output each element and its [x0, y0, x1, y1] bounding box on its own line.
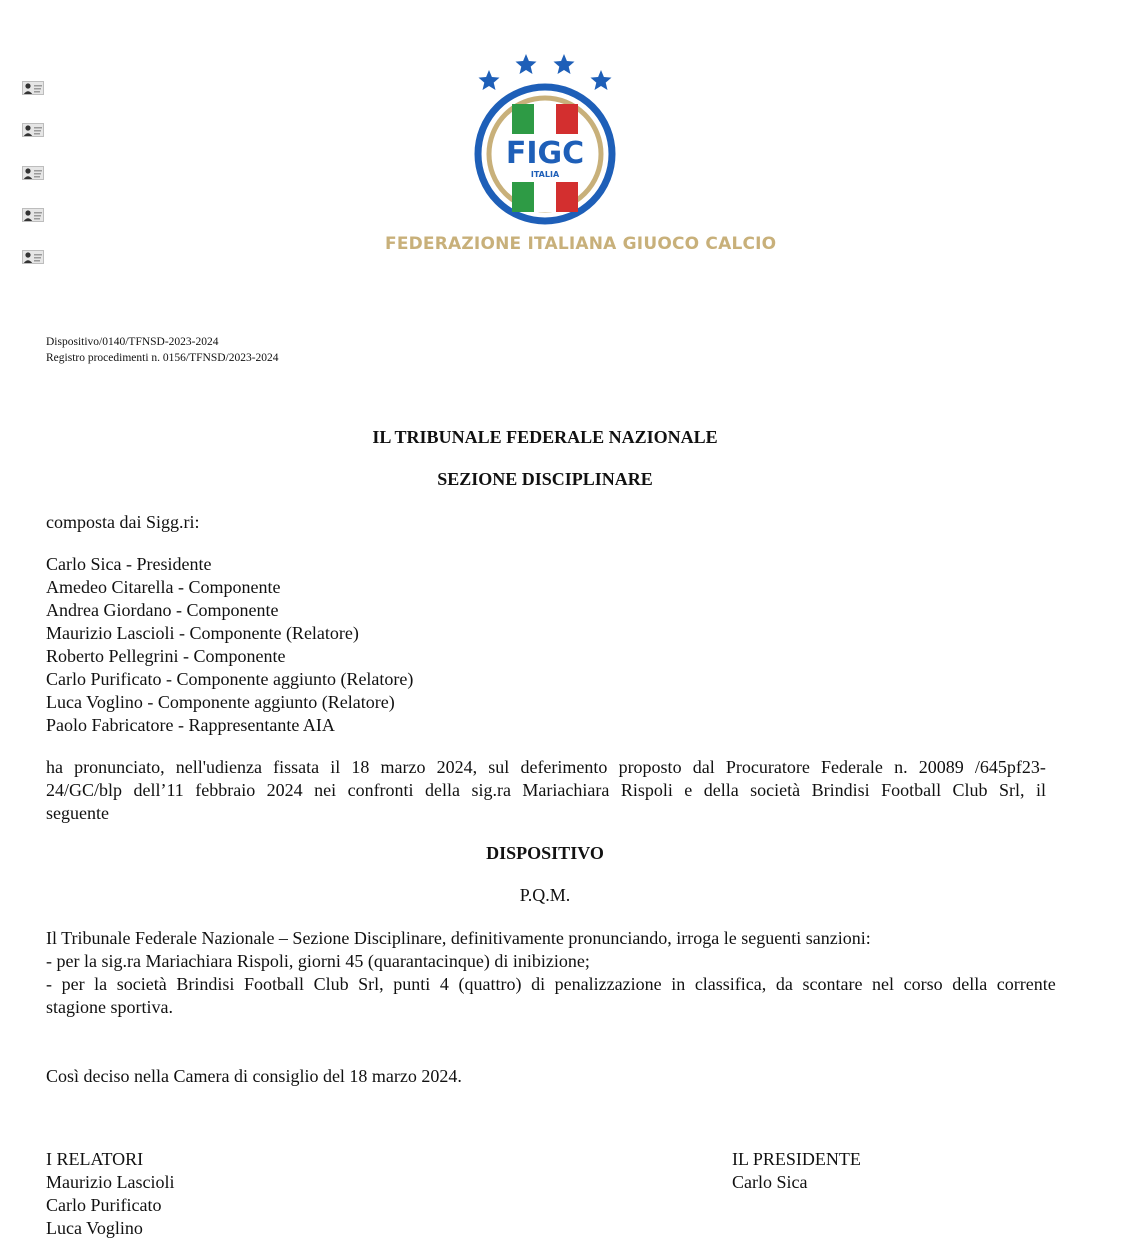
- word: sul: [488, 757, 510, 777]
- word: della: [425, 780, 460, 800]
- word: /645pf23-: [974, 757, 1046, 777]
- word: Mariachiara: [522, 780, 610, 800]
- member-item: Paolo Fabricatore - Rappresentante AIA: [46, 715, 335, 735]
- word: Club: [313, 974, 349, 994]
- member-item: Carlo Sica - Presidente: [46, 554, 212, 574]
- member-item: Andrea Giordano - Componente: [46, 600, 279, 620]
- word: 4: [439, 974, 449, 994]
- word: la: [94, 974, 108, 994]
- dispositivo-title: DISPOSITIVO: [486, 843, 604, 863]
- sanctions-intro: Il Tribunale Federale Nazionale – Sezione Disciplinare, definitivamente pronunciando, irroga le seguenti sanzioni:: [46, 928, 871, 948]
- word: 2024: [266, 780, 303, 800]
- member-item: Maurizio Lascioli - Componente (Relatore): [46, 623, 359, 643]
- relatore-name: Maurizio Lascioli: [46, 1172, 175, 1192]
- word: nei: [314, 780, 337, 800]
- contact-card-icon[interactable]: [22, 123, 44, 137]
- word: dal: [692, 757, 715, 777]
- word: nell'udienza: [175, 757, 262, 777]
- word: deferimento: [520, 757, 608, 777]
- word: della: [703, 780, 739, 800]
- presidente-signature-block: [732, 1148, 861, 1194]
- word: fissata: [273, 757, 320, 777]
- word: e: [684, 780, 693, 800]
- word: nel: [872, 974, 895, 994]
- word: società: [750, 780, 801, 800]
- word: Srl,: [358, 974, 384, 994]
- relatori-signature-block: [46, 1148, 174, 1240]
- word: dell’11: [133, 780, 184, 800]
- word: Srl,: [999, 780, 1025, 800]
- tribunal-title: IL TRIBUNALE FEDERALE NAZIONALE: [372, 427, 718, 447]
- dispositivo-number: Dispositivo/0140/TFNSD-2023-2024: [46, 336, 219, 348]
- word: di: [531, 974, 546, 994]
- pronouncement-line-1: [46, 756, 1046, 779]
- word: Rispoli: [620, 780, 673, 800]
- member-item: Amedeo Citarella - Componente: [46, 577, 281, 597]
- logo-subtext: ITALIA: [530, 170, 560, 179]
- word: marzo: [380, 757, 426, 777]
- word: da: [775, 974, 793, 994]
- word: punti: [393, 974, 431, 994]
- word: Federale: [820, 757, 883, 777]
- word: (quattro): [458, 974, 522, 994]
- word: pronunciato,: [74, 757, 165, 777]
- logo-text: FIGC: [505, 136, 585, 171]
- presidente-name: Carlo Sica: [732, 1172, 808, 1192]
- word: ha: [46, 757, 63, 777]
- presidente-label: IL PRESIDENTE: [732, 1149, 861, 1169]
- sanctions-paragraph: [46, 927, 1146, 1019]
- word: per: [61, 974, 85, 994]
- word: sig.ra: [471, 780, 511, 800]
- word: della: [952, 974, 988, 994]
- member-item: Roberto Pellegrini - Componente: [46, 646, 286, 666]
- word: n.: [894, 757, 908, 777]
- word: classifica,: [694, 974, 767, 994]
- figc-logo: [470, 50, 620, 230]
- word: Brindisi: [176, 974, 235, 994]
- registro-number: Registro procedimenti n. 0156/TFNSD/2023-2024: [46, 352, 279, 364]
- pronouncement-line-3: seguente: [46, 803, 109, 823]
- word: Procuratore: [725, 757, 810, 777]
- pqm-label: P.Q.M.: [519, 885, 571, 905]
- word: 18: [351, 757, 370, 777]
- word: in: [671, 974, 686, 994]
- contact-card-icon[interactable]: [22, 250, 44, 264]
- word: 24/GC/blp: [46, 780, 123, 800]
- sanction-item: - per la sig.ra Mariachiara Rispoli, giorni 45 (quarantacinque) di inibizione;: [46, 951, 590, 971]
- word: 2024,: [436, 757, 478, 777]
- pronouncement-line-2: [46, 779, 1046, 802]
- closing-statement: Così deciso nella Camera di consiglio del 18 marzo 2024.: [46, 1066, 462, 1086]
- word: Football: [881, 780, 942, 800]
- federation-name: FEDERAZIONE ITALIANA GIUOCO CALCIO: [385, 234, 777, 254]
- word: Football: [243, 974, 304, 994]
- word: febbraio: [195, 780, 256, 800]
- members-list: [46, 553, 413, 737]
- word: -: [46, 974, 52, 994]
- word: società: [116, 974, 167, 994]
- word: corso: [903, 974, 943, 994]
- word: il: [1035, 780, 1046, 800]
- word: Brindisi: [811, 780, 870, 800]
- relatore-name: Carlo Purificato: [46, 1195, 162, 1215]
- sanction-item-continued: stagione sportiva.: [46, 997, 173, 1017]
- pronouncement-paragraph: [46, 756, 1146, 825]
- word: Club: [952, 780, 988, 800]
- word: corrente: [996, 974, 1056, 994]
- word: il: [330, 757, 341, 777]
- member-item: Luca Voglino - Componente aggiunto (Relatore): [46, 692, 395, 712]
- word: 20089: [918, 757, 964, 777]
- relatore-name: Luca Voglino: [46, 1218, 143, 1238]
- contact-card-icon[interactable]: [22, 208, 44, 222]
- word: proposto: [618, 757, 682, 777]
- word: scontare: [802, 974, 863, 994]
- contact-card-icon[interactable]: [22, 166, 44, 180]
- member-item: Carlo Purificato - Componente aggiunto (Relatore): [46, 669, 414, 689]
- sanction-item: [46, 973, 1056, 996]
- contact-card-icon[interactable]: [22, 81, 44, 95]
- section-title: SEZIONE DISCIPLINARE: [437, 469, 653, 489]
- relatori-label: I RELATORI: [46, 1149, 144, 1169]
- word: confronti: [347, 780, 414, 800]
- word: penalizzazione: [554, 974, 662, 994]
- composition-intro: composta dai Sigg.ri:: [46, 512, 200, 532]
